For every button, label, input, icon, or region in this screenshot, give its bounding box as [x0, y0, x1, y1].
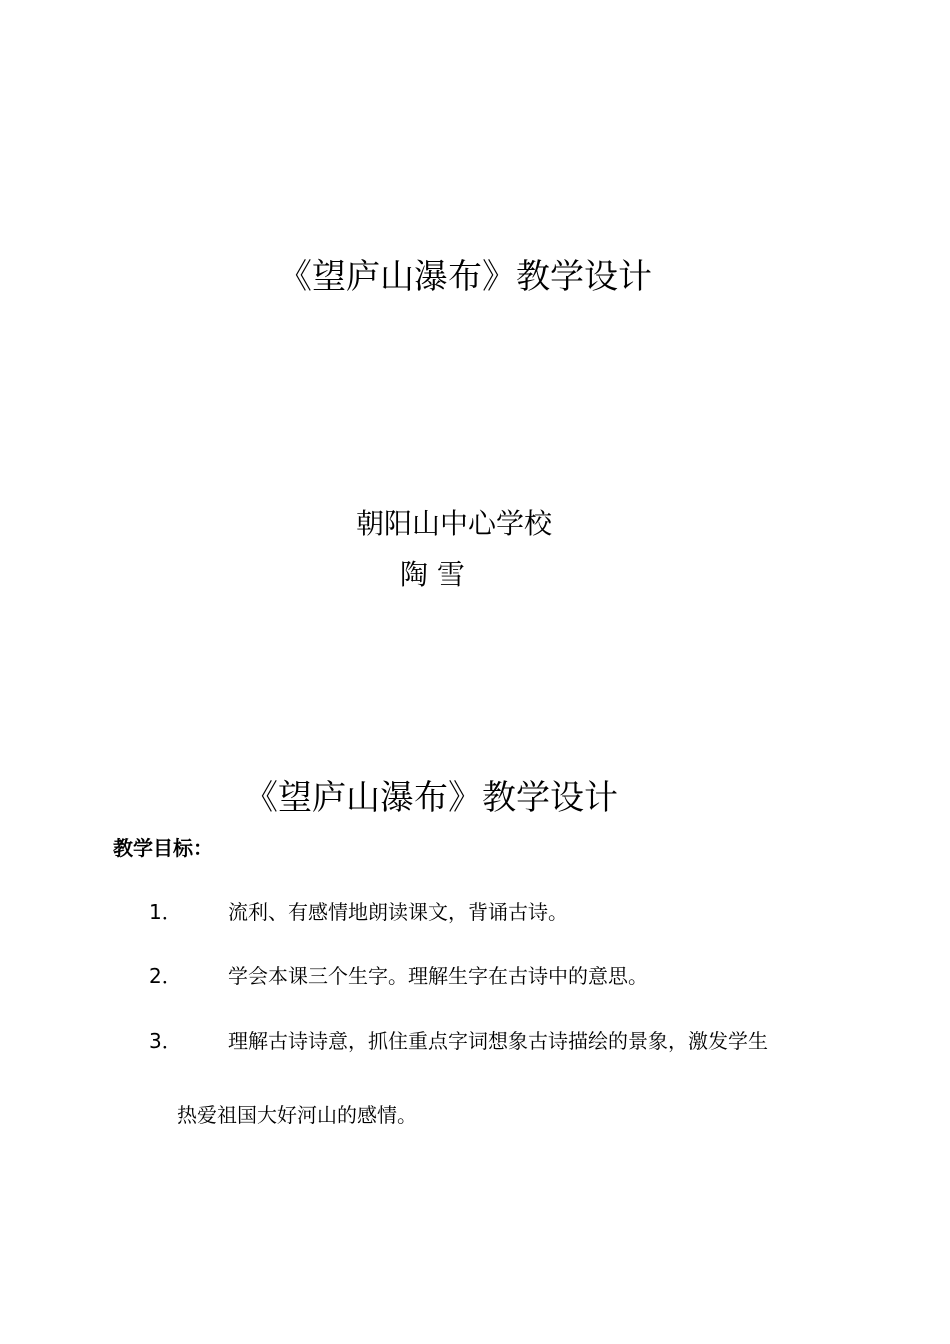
objective-text: 理解古诗诗意，抓住重点字词想象古诗描绘的景象，激发学生: [228, 1029, 768, 1053]
objective-text: 学会本课三个生字。理解生字在古诗中的意思。: [228, 964, 648, 988]
document-title: 《望庐山瀑布》教学设计: [244, 778, 618, 818]
objective-text-continuation: 热爱祖国大好河山的感情。: [177, 1103, 417, 1127]
cover-title: 《望庐山瀑布》教学设计: [278, 257, 652, 297]
objective-text: 流利、有感情地朗读课文，背诵古诗。: [228, 900, 568, 924]
objectives-heading: 教学目标：: [113, 836, 213, 860]
objective-number: 3．: [149, 1029, 182, 1053]
objective-number: 1．: [149, 900, 182, 924]
school-name: 朝阳山中心学校: [356, 507, 553, 540]
author-name: 陶 雪: [400, 558, 465, 591]
objective-number: 2．: [149, 964, 182, 988]
